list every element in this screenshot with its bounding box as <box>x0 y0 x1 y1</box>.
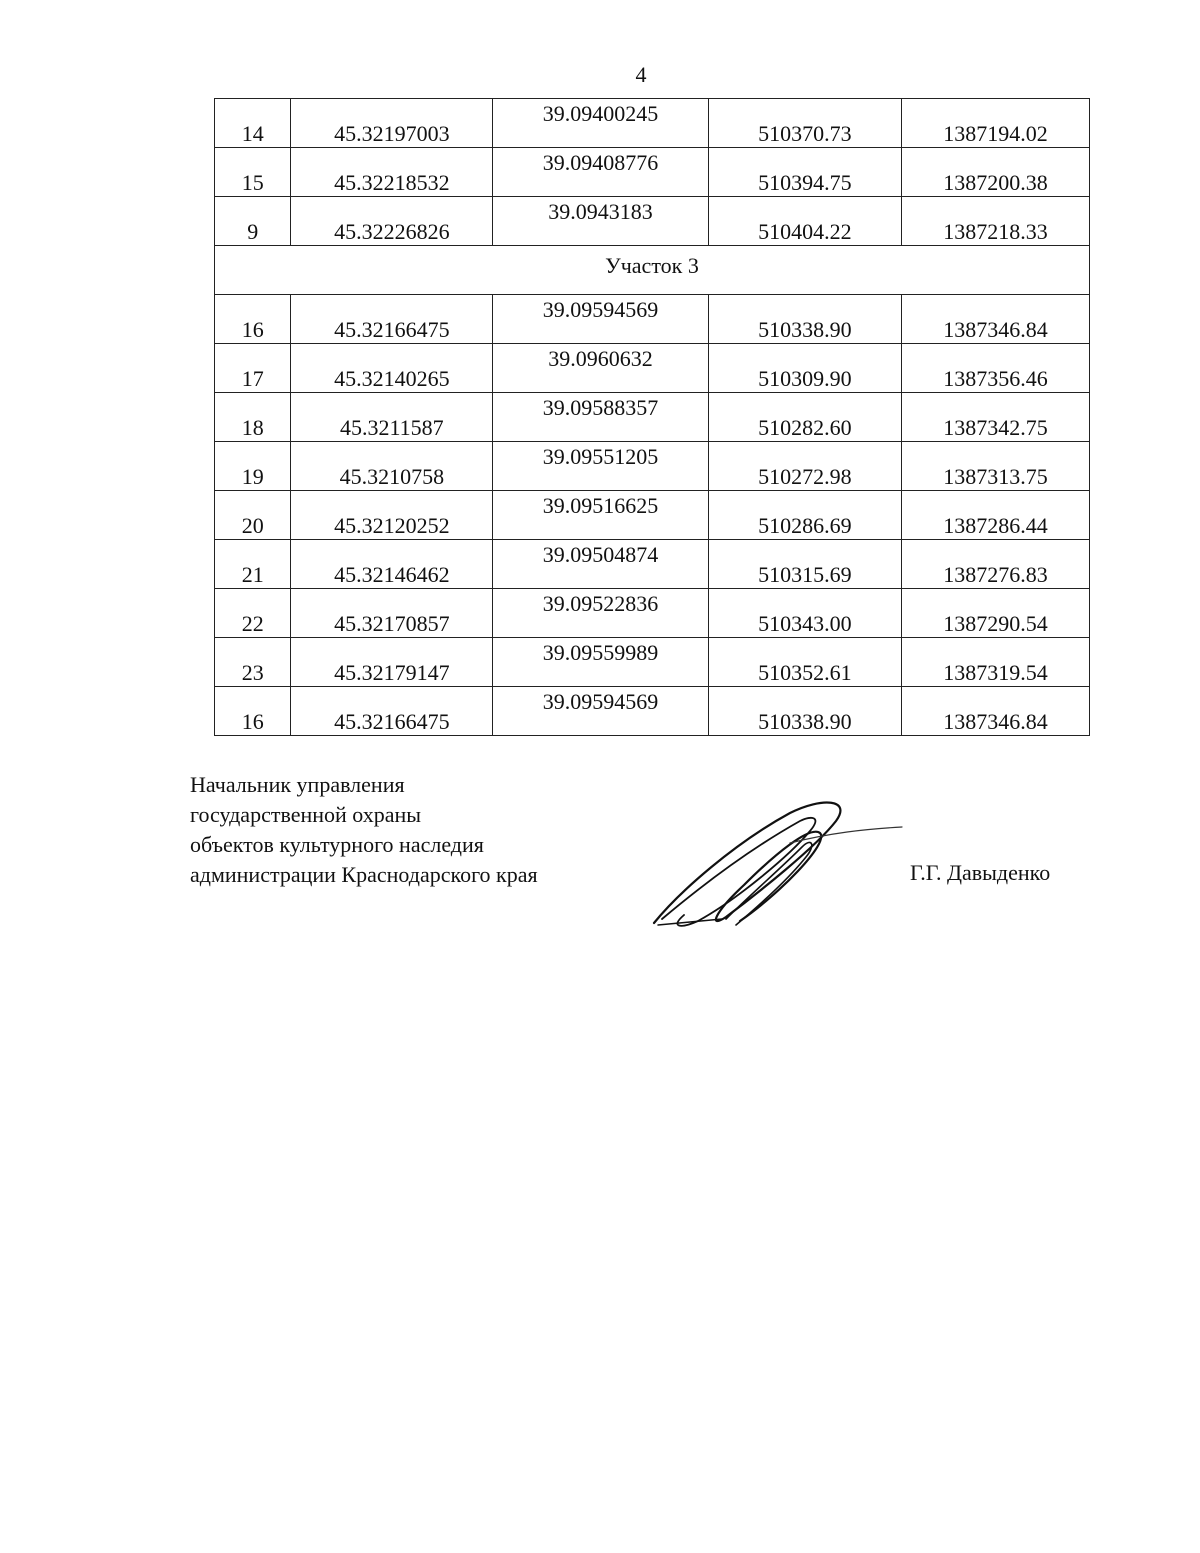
cell-x-coordinate: 510338.90 <box>708 295 901 344</box>
cell-y-coordinate: 1387286.44 <box>902 491 1090 540</box>
cell-longitude: 39.09408776 <box>493 148 709 197</box>
cell-y-coordinate: 1387290.54 <box>902 589 1090 638</box>
position-line: администрации Краснодарского края <box>190 862 538 887</box>
table-section <box>215 246 1090 295</box>
cell-y-coordinate: 1387218.33 <box>902 197 1090 246</box>
cell-longitude: 39.09522836 <box>493 589 709 638</box>
cell-x-coordinate: 510394.75 <box>708 148 901 197</box>
table-body-top <box>215 99 1090 246</box>
cell-longitude: 39.09551205 <box>493 442 709 491</box>
cell-y-coordinate: 1387346.84 <box>902 687 1090 736</box>
cell-latitude: 45.32120252 <box>291 491 493 540</box>
cell-latitude: 45.32170857 <box>291 589 493 638</box>
table-row <box>215 540 1090 589</box>
page-number: 4 <box>635 62 647 87</box>
cell-latitude: 45.32146462 <box>291 540 493 589</box>
cell-y-coordinate: 1387200.38 <box>902 148 1090 197</box>
table-body-bottom <box>215 295 1090 736</box>
cell-longitude: 39.09504874 <box>493 540 709 589</box>
cell-latitude: 45.32179147 <box>291 638 493 687</box>
cell-latitude: 45.32140265 <box>291 344 493 393</box>
cell-x-coordinate: 510309.90 <box>708 344 901 393</box>
cell-point-number: 18 <box>215 393 291 442</box>
table-row <box>215 589 1090 638</box>
cell-longitude: 39.09594569 <box>493 687 709 736</box>
cell-point-number: 16 <box>215 687 291 736</box>
table-row <box>215 148 1090 197</box>
cell-longitude: 39.09559989 <box>493 638 709 687</box>
cell-latitude: 45.32166475 <box>291 295 493 344</box>
cell-point-number: 21 <box>215 540 291 589</box>
table-row <box>215 687 1090 736</box>
cell-y-coordinate: 1387342.75 <box>902 393 1090 442</box>
cell-x-coordinate: 510338.90 <box>708 687 901 736</box>
signatory-name: Г.Г. Давыденко <box>910 860 1051 885</box>
position-line: объектов культурного наследия <box>190 832 484 857</box>
table-row <box>215 344 1090 393</box>
signature-icon <box>640 795 910 935</box>
cell-longitude: 39.09588357 <box>493 393 709 442</box>
table-row <box>215 295 1090 344</box>
section-label: Участок 3 <box>215 246 1090 295</box>
cell-point-number: 15 <box>215 148 291 197</box>
cell-point-number: 14 <box>215 99 291 148</box>
cell-latitude: 45.3210758 <box>291 442 493 491</box>
cell-point-number: 9 <box>215 197 291 246</box>
cell-point-number: 19 <box>215 442 291 491</box>
cell-longitude: 39.0943183 <box>493 197 709 246</box>
cell-x-coordinate: 510315.69 <box>708 540 901 589</box>
cell-latitude: 45.32197003 <box>291 99 493 148</box>
cell-point-number: 17 <box>215 344 291 393</box>
cell-point-number: 20 <box>215 491 291 540</box>
cell-x-coordinate: 510404.22 <box>708 197 901 246</box>
cell-latitude: 45.32218532 <box>291 148 493 197</box>
cell-longitude: 39.09594569 <box>493 295 709 344</box>
cell-x-coordinate: 510286.69 <box>708 491 901 540</box>
table-row <box>215 491 1090 540</box>
table-row <box>215 393 1090 442</box>
position-line: государственной охраны <box>190 802 422 827</box>
cell-x-coordinate: 510352.61 <box>708 638 901 687</box>
cell-longitude: 39.09400245 <box>493 99 709 148</box>
table-row <box>215 442 1090 491</box>
table-row <box>215 99 1090 148</box>
cell-y-coordinate: 1387346.84 <box>902 295 1090 344</box>
section-row <box>215 246 1090 295</box>
cell-x-coordinate: 510272.98 <box>708 442 901 491</box>
table-row <box>215 197 1090 246</box>
cell-y-coordinate: 1387319.54 <box>902 638 1090 687</box>
cell-y-coordinate: 1387194.02 <box>902 99 1090 148</box>
cell-x-coordinate: 510282.60 <box>708 393 901 442</box>
cell-y-coordinate: 1387313.75 <box>902 442 1090 491</box>
signatory-position <box>190 770 538 890</box>
cell-latitude: 45.32226826 <box>291 197 493 246</box>
position-line: Начальник управления <box>190 772 405 797</box>
cell-longitude: 39.0960632 <box>493 344 709 393</box>
cell-x-coordinate: 510370.73 <box>708 99 901 148</box>
table-row <box>215 638 1090 687</box>
cell-y-coordinate: 1387276.83 <box>902 540 1090 589</box>
cell-y-coordinate: 1387356.46 <box>902 344 1090 393</box>
cell-point-number: 16 <box>215 295 291 344</box>
cell-latitude: 45.3211587 <box>291 393 493 442</box>
cell-x-coordinate: 510343.00 <box>708 589 901 638</box>
cell-latitude: 45.32166475 <box>291 687 493 736</box>
coordinates-table <box>214 98 1090 736</box>
cell-point-number: 23 <box>215 638 291 687</box>
cell-point-number: 22 <box>215 589 291 638</box>
cell-longitude: 39.09516625 <box>493 491 709 540</box>
